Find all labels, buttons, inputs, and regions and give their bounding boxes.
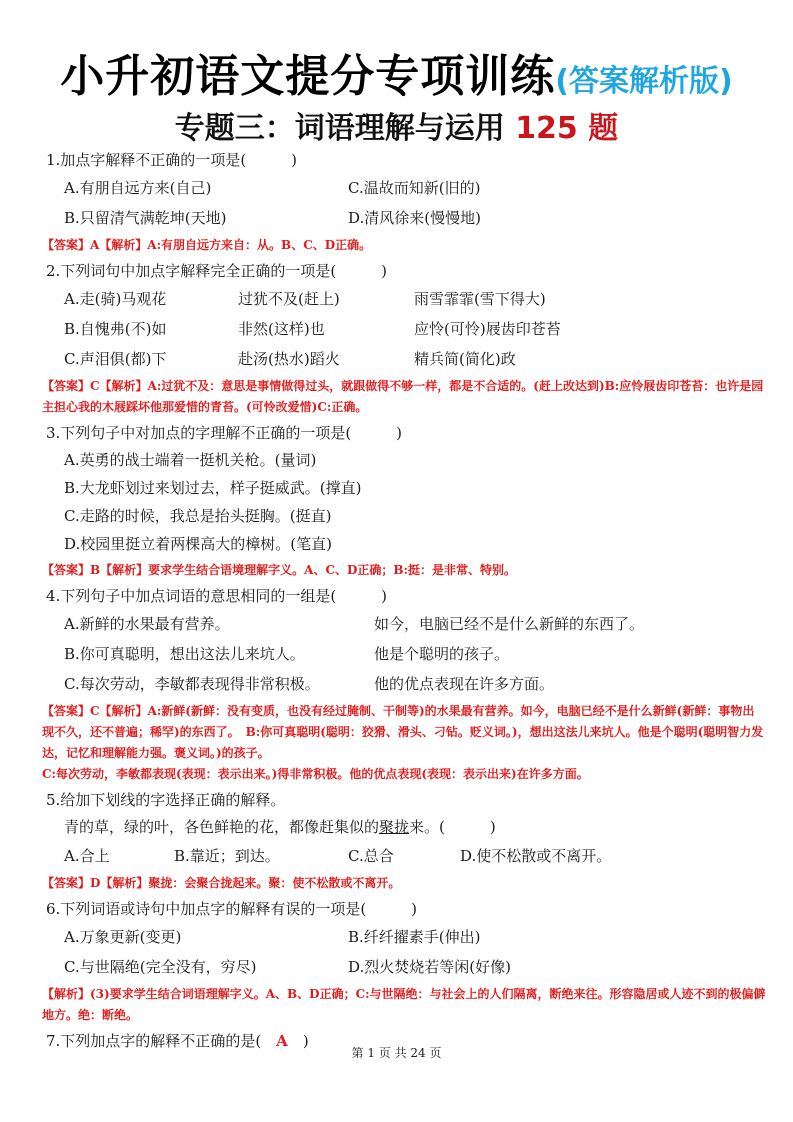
page-footer: 第 1 页 共 24 页 bbox=[351, 1046, 442, 1060]
question-stem: 4.下列句子中加点词语的意思相同的一组是( ) bbox=[46, 587, 388, 605]
option: C.与世隔绝(完全没有，穷尽) bbox=[64, 958, 257, 976]
option: B.纤纤擢素手(伸出) bbox=[348, 928, 481, 946]
option-row bbox=[46, 344, 766, 374]
question-stem: 3.下列句子中对加点的字理解不正确的一项是( ) bbox=[46, 424, 403, 442]
option: C.每次劳动，李敏都表现得非常积极。 bbox=[64, 675, 320, 693]
answer-explanation: 【答案】B【解析】要求学生结合语境理解字义。A、C、D正确；B:挺：是非常、特别。 bbox=[42, 563, 516, 577]
page-subtitle bbox=[0, 103, 793, 147]
option-row bbox=[46, 952, 766, 982]
option: 精兵简(简化)政 bbox=[414, 350, 516, 368]
option: B.你可真聪明，想出这法儿来坑人。 bbox=[64, 645, 305, 663]
option: A.合上 bbox=[64, 847, 110, 865]
option: B.自愧弗(不)如 bbox=[64, 320, 167, 338]
question-stem: 2.下列词句中加点字解释完全正确的一项是( ) bbox=[46, 262, 388, 280]
option: 赴汤(热水)蹈火 bbox=[238, 350, 340, 368]
option: C.温故而知新(旧的) bbox=[348, 179, 481, 197]
page-title bbox=[0, 40, 793, 104]
option: B.靠近；到达。 bbox=[174, 847, 280, 865]
option: D.校园里挺立着两棵高大的樟树。(笔直) bbox=[64, 535, 332, 553]
stem-text: 7.下列加点字的解释不正确的是( bbox=[46, 1032, 277, 1050]
option: C.走路的时候，我总是抬头挺胸。(挺直) bbox=[64, 507, 332, 525]
option: C.声泪俱(都)下 bbox=[64, 350, 167, 368]
title-tag: (答案解析版) bbox=[555, 64, 733, 99]
option-row bbox=[46, 922, 766, 952]
question-stem: 1.加点字解释不正确的一项是( ) bbox=[46, 151, 298, 169]
answer-explanation: 【答案】D【解析】聚拢：会聚合拢起来。聚：使不松散或不离开。 bbox=[42, 876, 401, 890]
option: A.走(骑)马观花 bbox=[64, 290, 167, 308]
option-row bbox=[46, 173, 766, 203]
option: A.英勇的战士端着一挺机关枪。(量词) bbox=[64, 451, 317, 469]
sentence-text: 来。( ) bbox=[409, 818, 496, 836]
option: D.烈火焚烧若等闲(好像) bbox=[348, 958, 511, 976]
stem-text: ) bbox=[287, 1032, 309, 1050]
answer-explanation: 【答案】A【解析】A:有朋自远方来自：从。B、C、D正确。 bbox=[42, 238, 372, 252]
underlined-word: 聚拢 bbox=[379, 818, 410, 836]
option-row bbox=[46, 314, 766, 344]
option: D.清风徐来(慢慢地) bbox=[348, 209, 481, 227]
option: 非然(这样)也 bbox=[238, 320, 325, 338]
option-row bbox=[46, 284, 766, 314]
answer-explanation: C:每次劳动，李敏都表现(表现：表示出来。)得非常积极。他的优点表现(表现：表示出来)在许多方面。 bbox=[42, 767, 589, 781]
option: B.大龙虾划过来划过去，样子挺威武。(撑直) bbox=[64, 479, 362, 497]
option-row bbox=[46, 669, 766, 699]
option: 应怜(可怜)屐齿印苍苔 bbox=[414, 320, 561, 338]
option: A.新鲜的水果最有营养。 bbox=[64, 615, 230, 633]
option: C.总合 bbox=[348, 847, 394, 865]
option: 他的优点表现在许多方面。 bbox=[374, 675, 555, 693]
title-main: 小升初语文提分专项训练 bbox=[60, 51, 556, 102]
option: D.使不松散或不离开。 bbox=[460, 847, 612, 865]
option-row bbox=[46, 609, 766, 639]
option: 他是个聪明的孩子。 bbox=[374, 645, 510, 663]
filled-answer: A bbox=[276, 1032, 288, 1050]
option: 如今，电脑已经不是什么新鲜的东西了。 bbox=[374, 615, 645, 633]
question-stem: 6.下列词语或诗句中加点字的解释有误的一项是( ) bbox=[46, 900, 418, 918]
question-list bbox=[42, 145, 766, 1054]
option-row bbox=[46, 639, 766, 669]
subtitle-suffix: 题 bbox=[588, 111, 619, 146]
option: A.有朋自远方来(自己) bbox=[64, 179, 212, 197]
question-stem: 5.给加下划线的字选择正确的解释。 bbox=[46, 791, 286, 809]
option: B.只留清气满乾坤(天地) bbox=[64, 209, 227, 227]
answer-explanation: 【答案】C【解析】A:新鲜(新鲜：没有变质，也没有经过腌制、干制等)的水果最有营养。如今，电脑已经不是什么新鲜(新鲜：事物出现不久，还不普遍；稀罕)的东西了。 B:你可真聪明(聪明：狡猾、滑头、刁钻。贬义词。)，想出这法儿来坑人。他是个聪明(聪明智力发达，记忆和理解能力强。褒义词。)的孩子。 bbox=[42, 704, 764, 760]
option-row bbox=[46, 841, 766, 871]
sentence-text: 青的草，绿的叶，各色鲜艳的花，都像赶集似的 bbox=[64, 818, 380, 836]
option: 雨雪霏霏(雪下得大) bbox=[414, 290, 546, 308]
option-row bbox=[46, 203, 766, 233]
subtitle-count: 125 bbox=[515, 111, 578, 146]
answer-explanation: 【答案】C【解析】A:过犹不及：意思是事情做得过头，就跟做得不够一样，都是不合适的。(赶上改达到)B:应怜屐齿印苍苔：也许是园主担心我的木屐踩坏他那爱惜的青苔。(可怜改爱惜)C:正确。 bbox=[42, 379, 764, 414]
subtitle-prefix: 专题三：词语理解与运用 bbox=[174, 111, 505, 146]
answer-explanation: 【解析】(3)要求学生结合词语理解字义。A、B、D正确；C:与世隔绝：与社会上的人们隔离，断绝来往。形容隐居或人迹不到的极偏僻地方。绝：断绝。 bbox=[42, 987, 766, 1022]
option: 过犹不及(赶上) bbox=[238, 290, 340, 308]
option: A.万象更新(变更) bbox=[64, 928, 182, 946]
question-sentence bbox=[46, 813, 766, 841]
